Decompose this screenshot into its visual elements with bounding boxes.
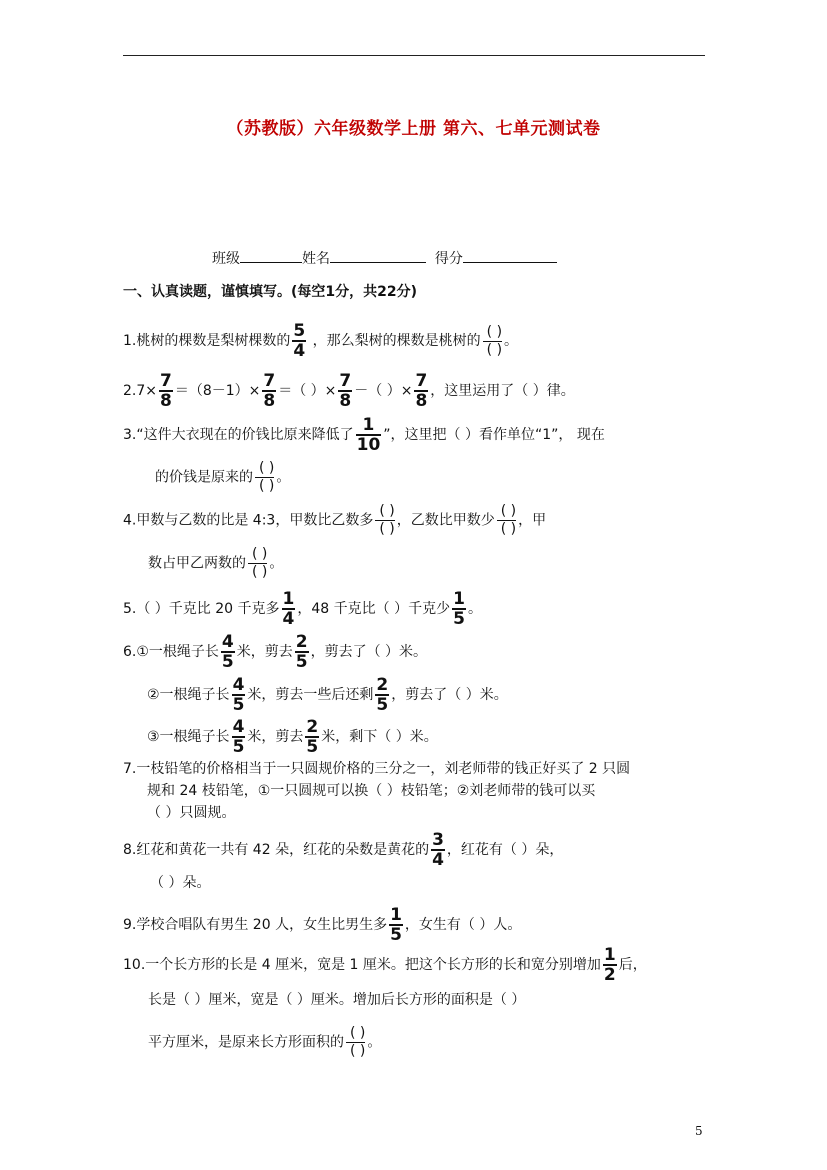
question-2: 2.7× $\frac{7}{8}$ ＝（8－1）× $\frac{7}{8}$ ＝（ ）× $\frac{7}{8}$ －（ ）× $\frac{7}{8}$ ，这里运用了（ ）律。 bbox=[123, 371, 575, 411]
question-6-part-3: ③一根绳子长 $\frac{4}{5}$ 米，剪去 $\frac{2}{5}$ 米，剩下（ ）米。 bbox=[147, 717, 438, 757]
class-blank[interactable] bbox=[240, 248, 302, 263]
section-heading: 一、认真读题，谨慎填写。(每空1分，共22分) bbox=[123, 284, 418, 300]
question-10-line-2: 长是（ ）厘米，宽是（ ）厘米。增加后长方形的面积是（ ） bbox=[148, 992, 526, 1008]
question-1: 1.桃树的棵数是梨树棵数的 $\frac{5}{4}$ ，那么梨树的棵数是桃树的 ( ) ( ) 。 bbox=[123, 321, 519, 361]
fraction: $\frac{1}{4}$ bbox=[282, 589, 295, 629]
question-10: 10.一个长方形的长是 4 厘米，宽是 1 厘米。把这个长方形的长和宽分别增加 $\frac{1}{2}$ 后， bbox=[123, 945, 647, 985]
question-5: 5.（ ）千克比 20 千克多 $\frac{1}{4}$ ，48 千克比（ ）千克少 $\frac{1}{5}$ 。 bbox=[123, 589, 482, 629]
question-8-cont: （ ）朵。 bbox=[150, 875, 211, 891]
fraction: $\frac{4}{5}$ bbox=[232, 675, 245, 715]
question-6-part-2: ②一根绳子长 $\frac{4}{5}$ 米，剪去一些后还剩 $\frac{2}{5}$ ，剪去了（ ）米。 bbox=[147, 675, 508, 715]
answer-fraction-blank[interactable]: ( ) ( ) bbox=[255, 460, 274, 495]
score-blank[interactable] bbox=[463, 248, 557, 263]
fraction: $\frac{1}{10}$ bbox=[356, 415, 381, 455]
score-label: 得分 bbox=[434, 251, 463, 267]
fraction: $\frac{1}{5}$ bbox=[453, 589, 465, 629]
fraction: $\frac{7}{8}$ bbox=[160, 371, 172, 411]
fraction: $\frac{2}{5}$ bbox=[306, 717, 319, 757]
answer-fraction-blank[interactable]: ( ) ( ) bbox=[346, 1025, 365, 1060]
question-3: 3.“这件大衣现在的价钱比原来降低了 $\frac{1}{10}$ ”，这里把（ ）看作单位“1”， 现在 bbox=[123, 415, 605, 455]
question-8: 8.红花和黄花一共有 42 朵，红花的朵数是黄花的 $\frac{3}{4}$ ，红花有（ ）朵， bbox=[123, 830, 564, 870]
question-7-line-1: 7.一枝铅笔的价格相当于一只圆规价格的三分之一，刘老师带的钱正好买了 2 只圆 bbox=[123, 761, 631, 777]
name-label: 姓名 bbox=[302, 251, 330, 267]
fraction: $\frac{2}{5}$ bbox=[295, 632, 308, 672]
fraction: $\frac{4}{5}$ bbox=[232, 717, 245, 757]
fraction: $\frac{3}{4}$ bbox=[432, 830, 444, 870]
info-line bbox=[212, 248, 557, 268]
fraction: $\frac{5}{4}$ bbox=[293, 321, 306, 361]
question-4: 4.甲数与乙数的比是 4:3，甲数比乙数多 ( ) ( ) ，乙数比甲数少 ( ) ( ) ，甲 bbox=[123, 503, 547, 537]
name-blank[interactable] bbox=[330, 248, 426, 263]
fraction: $\frac{4}{5}$ bbox=[221, 632, 234, 672]
answer-fraction-blank[interactable]: ( ) ( ) bbox=[375, 503, 394, 538]
question-7-line-3: （ ）只圆规。 bbox=[147, 805, 236, 821]
question-3-cont: 的价钱是原来的 ( ) ( ) 。 bbox=[155, 460, 291, 494]
question-10-line-3: 平方厘米，是原来长方形面积的 ( ) ( ) 。 bbox=[148, 1025, 382, 1059]
class-label: 班级 bbox=[212, 251, 240, 267]
fraction: $\frac{1}{5}$ bbox=[390, 905, 402, 945]
fraction: $\frac{2}{5}$ bbox=[376, 675, 389, 715]
answer-fraction-blank[interactable]: ( ) ( ) bbox=[497, 503, 516, 538]
fraction: $\frac{7}{8}$ bbox=[339, 371, 352, 411]
fraction: $\frac{1}{2}$ bbox=[603, 945, 616, 985]
fraction: $\frac{7}{8}$ bbox=[263, 371, 276, 411]
answer-fraction-blank[interactable]: ( ) ( ) bbox=[483, 324, 502, 359]
question-6-part-1: 6.①一根绳子长 $\frac{4}{5}$ 米，剪去 $\frac{2}{5}$ ，剪去了（ ）米。 bbox=[123, 632, 428, 672]
page-title: （苏教版）六年级数学上册 第六、七单元测试卷 bbox=[226, 119, 601, 139]
page-number: 5 bbox=[695, 1124, 703, 1138]
answer-fraction-blank[interactable]: ( ) ( ) bbox=[248, 546, 267, 581]
question-4-cont: 数占甲乙两数的 ( ) ( ) 。 bbox=[148, 546, 284, 580]
header-rule bbox=[123, 55, 705, 56]
question-7-line-2: 规和 24 枝铅笔，①一只圆规可以换（ ）枝铅笔；②刘老师带的钱可以买 bbox=[147, 783, 596, 799]
fraction: $\frac{7}{8}$ bbox=[415, 371, 428, 411]
question-9: 9.学校合唱队有男生 20 人，女生比男生多 $\frac{1}{5}$ ，女生有（ ）人。 bbox=[123, 905, 522, 945]
